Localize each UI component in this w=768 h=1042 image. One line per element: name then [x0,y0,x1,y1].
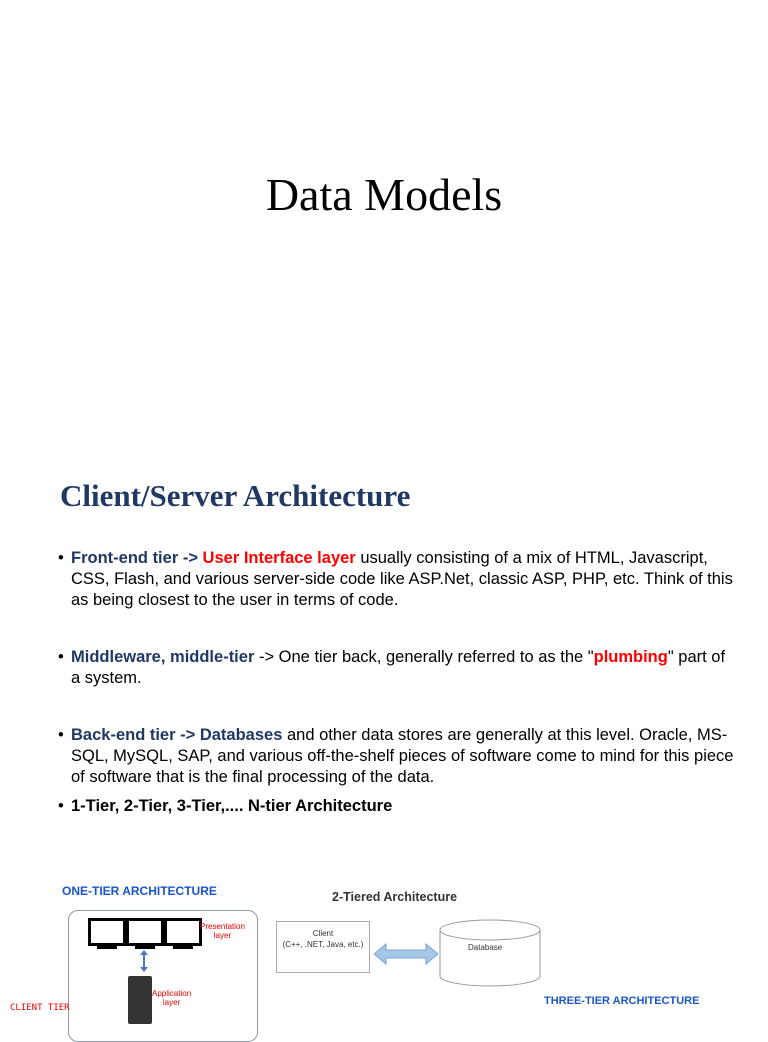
server-icon [128,976,152,1024]
monitor-icon [164,918,202,946]
bullet-text: and other data stores are generally at this level. Oracle, MS-SQL, MySQL, SAP, and various off-the-shelf pieces of software come to mind for this piece of software that is the final processing of the data. [71,726,734,786]
three-tier-title: THREE-TIER ARCHITECTURE [544,995,700,1007]
monitor-stand-icon [135,946,155,949]
bullet-highlight: plumbing [593,648,668,666]
monitor-stand-icon [97,946,117,949]
double-arrow-icon [374,942,438,966]
presentation-layer-label [200,922,245,940]
bullet-text: " part of a system. [71,648,726,687]
monitor-icon [126,918,164,946]
bullet-dot: • [58,549,64,567]
bullet-term: 1-Tier, 2-Tier, 3-Tier,.... N-tier Architecture [71,797,393,815]
bullet-list [58,548,738,817]
bullet-back-end [58,725,738,788]
database-label: Database [468,943,503,952]
one-tier-figure [0,878,262,1024]
bullet-term: Back-end tier -> Databases [71,726,283,744]
label-line: Presentation [200,922,245,931]
bullet-n-tier [58,796,738,817]
bullet-dot: • [58,726,64,744]
bullet-front-end [58,548,738,611]
slide-title: Data Models [265,169,503,220]
label-line: Application [152,989,192,998]
bullet-text: usually consisting of a mix of HTML, Javascript, CSS, Flash, and various server-side code like ASP.Net, classic ASP, PHP, etc. Think of this as being closest to the user in terms of code. [71,549,733,609]
label-line: layer [162,998,181,1007]
client-box [276,921,370,973]
two-tier-figure [262,878,768,1024]
bullet-dot: • [58,797,64,815]
bullet-term: Front-end tier -> [71,549,203,567]
application-layer-label [152,989,191,1007]
double-arrow-icon [140,950,148,972]
bullet-dot: • [58,648,64,666]
section-heading: Client/Server Architecture [60,478,411,513]
label-line: layer [213,931,232,940]
bullet-middleware [58,647,738,689]
client-sub-label: (C++, .NET, Java, etc.) [282,940,364,949]
bullet-text: -> One tier back, generally referred to as the " [254,648,594,666]
bullet-term: Middleware, middle-tier [71,648,255,666]
one-tier-title: ONE-TIER ARCHITECTURE [62,884,217,898]
two-tier-title: 2-Tiered Architecture [332,890,458,904]
database-icon [434,918,546,990]
monitor-icon [88,918,126,946]
client-label: Client [312,929,334,938]
client-tier-label: CLIENT TIER [10,1003,70,1013]
monitor-stand-icon [173,946,193,949]
bullet-highlight: User Interface layer [202,549,356,567]
